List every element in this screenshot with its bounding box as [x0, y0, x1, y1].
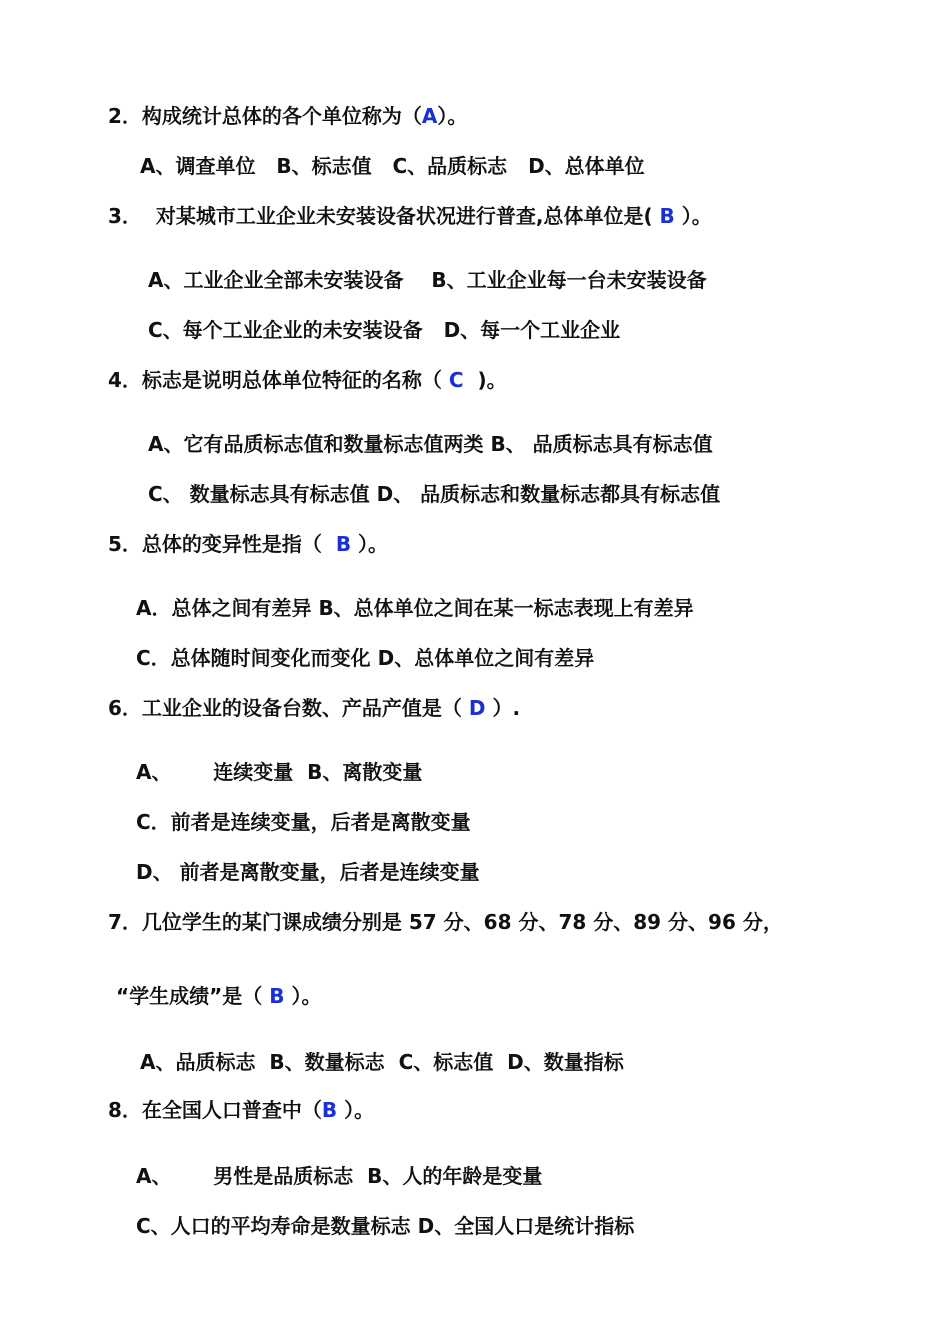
- answer-5: B: [335, 532, 352, 556]
- question-8: 8．在全国人口普查中（B ）。: [108, 1098, 375, 1122]
- option-line: C、每个工业企业的未安装设备 D、每一个工业企业: [148, 318, 621, 342]
- answer-2: A: [421, 104, 438, 128]
- option-line: A、 男性是品质标志 B、人的年龄是变量: [136, 1164, 543, 1188]
- option-line: A、工业企业全部未安装设备 B、工业企业每一台未安装设备: [148, 268, 707, 292]
- option-line: C、 数量标志具有标志值 D、 品质标志和数量标志都具有标志值: [148, 482, 721, 506]
- option-line: A、 连续变量 B、离散变量: [136, 760, 423, 784]
- answer-3: B: [659, 204, 675, 228]
- option-line: D、 前者是离散变量，后者是连续变量: [136, 860, 480, 884]
- answer-8: B: [321, 1098, 338, 1122]
- answer-4: C: [448, 368, 464, 392]
- option-line: A、调查单位 B、标志值 C、品质标志 D、总体单位: [140, 154, 645, 178]
- option-line: A、品质标志 B、数量标志 C、标志值 D、数量指标: [140, 1050, 624, 1074]
- question-5: 5．总体的变异性是指（ B ）。: [108, 532, 389, 556]
- option-line: A．总体之间有差异 B、总体单位之间在某一标志表现上有差异: [136, 596, 694, 620]
- option-line: C．前者是连续变量，后者是离散变量: [136, 810, 471, 834]
- question-7-continued: “学生成绩”是（ B ）。: [116, 984, 322, 1008]
- option-line: A、它有品质标志值和数量标志值两类 B、 品质标志具有标志值: [148, 432, 713, 456]
- question-4: 4．标志是说明总体单位特征的名称（ C )。: [108, 368, 507, 392]
- answer-7: B: [269, 984, 285, 1008]
- question-6: 6．工业企业的设备台数、产品产值是（ D ）.: [108, 696, 521, 720]
- option-line: C、人口的平均寿命是数量标志 D、全国人口是统计指标: [136, 1214, 635, 1238]
- option-line: C．总体随时间变化而变化 D、总体单位之间有差异: [136, 646, 595, 670]
- question-3: 3． 对某城市工业企业未安装设备状况进行普查,总体单位是( B ）。: [108, 204, 712, 228]
- answer-6: D: [468, 696, 486, 720]
- question-7: 7．几位学生的某门课成绩分别是 57 分、68 分、78 分、89 分、96 分，: [108, 910, 783, 934]
- question-2: 2．构成统计总体的各个单位称为（A）。: [108, 104, 468, 128]
